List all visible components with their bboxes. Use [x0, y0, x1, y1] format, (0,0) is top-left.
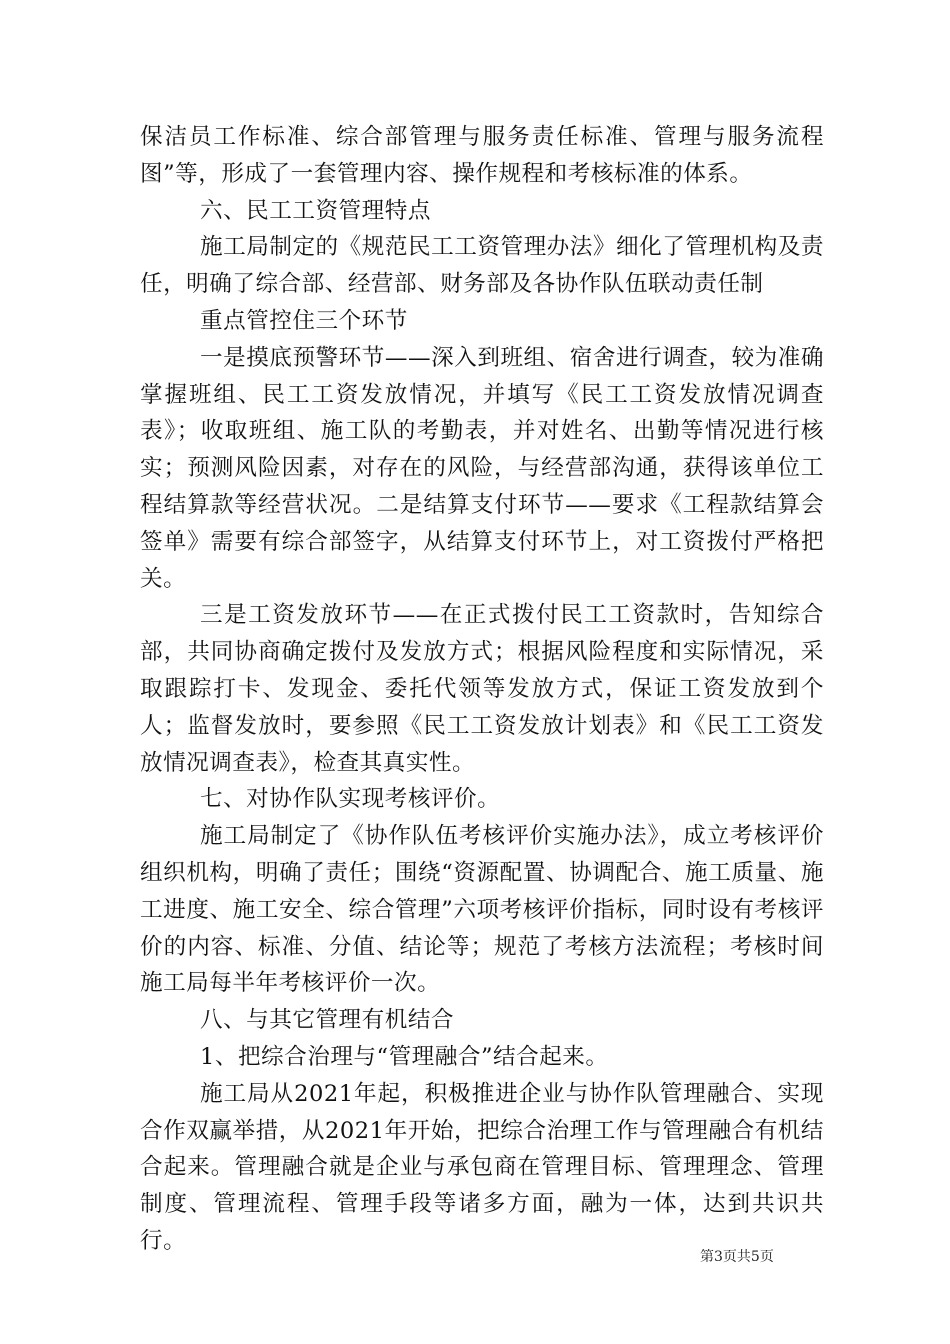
- paragraph-wage-regulation: 施工局制定的《规范民工工资管理办法》细化了管理机构及责任，明确了综合部、经营部、财务部及各协作队伍联动责任制: [140, 234, 824, 298]
- paragraph-intro-continuation: 保洁员工作标准、综合部管理与服务责任标准、管理与服务流程图”等，形成了一套管理内容、操作规程和考核标准的体系。: [140, 124, 824, 187]
- page-number: 第3页共5页: [700, 1249, 774, 1265]
- heading-section-eight: 八、与其它管理有机结合: [200, 1007, 455, 1034]
- paragraph-evaluation: 施工局制定了《协作队伍考核评价实施办法》，成立考核评价组织机构，明确了责任；围绕“资源配置、协调配合、施工质量、施工进度、施工安全、综合管理”六项考核评价指标，同时设有考核评价的内容、标准、分值、结论等；规范了考核方法流程；考核时间施工局每半年考核评价一次。: [140, 823, 824, 997]
- paragraph-link-one-two: 一是摸底预警环节——深入到班组、宿舍进行调查，较为准确掌握班组、民工工资发放情况，并填写《民工工资发放情况调查表》；收取班组、施工队的考勤表，并对姓名、出勤等情况进行核实；预测风险因素，对存在的风险，与经营部沟通，获得该单位工程结算款等经营状况。二是结算支付环节——要求《工程款结算会签单》需要有综合部签字，从结算支付环节上，对工资拨付严格把关。: [140, 344, 824, 592]
- heading-section-six: 六、民工工资管理特点: [200, 197, 431, 224]
- paragraph-management-fusion: 施工局从2021年起，积极推进企业与协作队管理融合、实现合作双赢举措，从2021年开始，把综合治理工作与管理融合有机结合起来。管理融合就是企业与承包商在管理目标、管理理念、管理制度、管理流程、管理手段等诸多方面，融为一体，达到共识共行。: [140, 1080, 824, 1254]
- heading-section-seven: 七、对协作队实现考核评价。: [200, 786, 501, 813]
- heading-three-links: 重点管控住三个环节: [200, 307, 408, 334]
- document-body: [140, 119, 824, 1260]
- paragraph-link-three: 三是工资发放环节——在正式拨付民工工资款时，告知综合部，共同协商确定拨付及发放方式；根据风险程度和实际情况，采取跟踪打卡、发现金、委托代领等发放方式，保证工资发放到个人；监督发放时，要参照《民工工资发放计划表》和《民工工资发放情况调查表》，检查其真实性。: [140, 602, 824, 776]
- heading-subsection-one: 1、把综合治理与“管理融合”结合起来。: [200, 1043, 609, 1070]
